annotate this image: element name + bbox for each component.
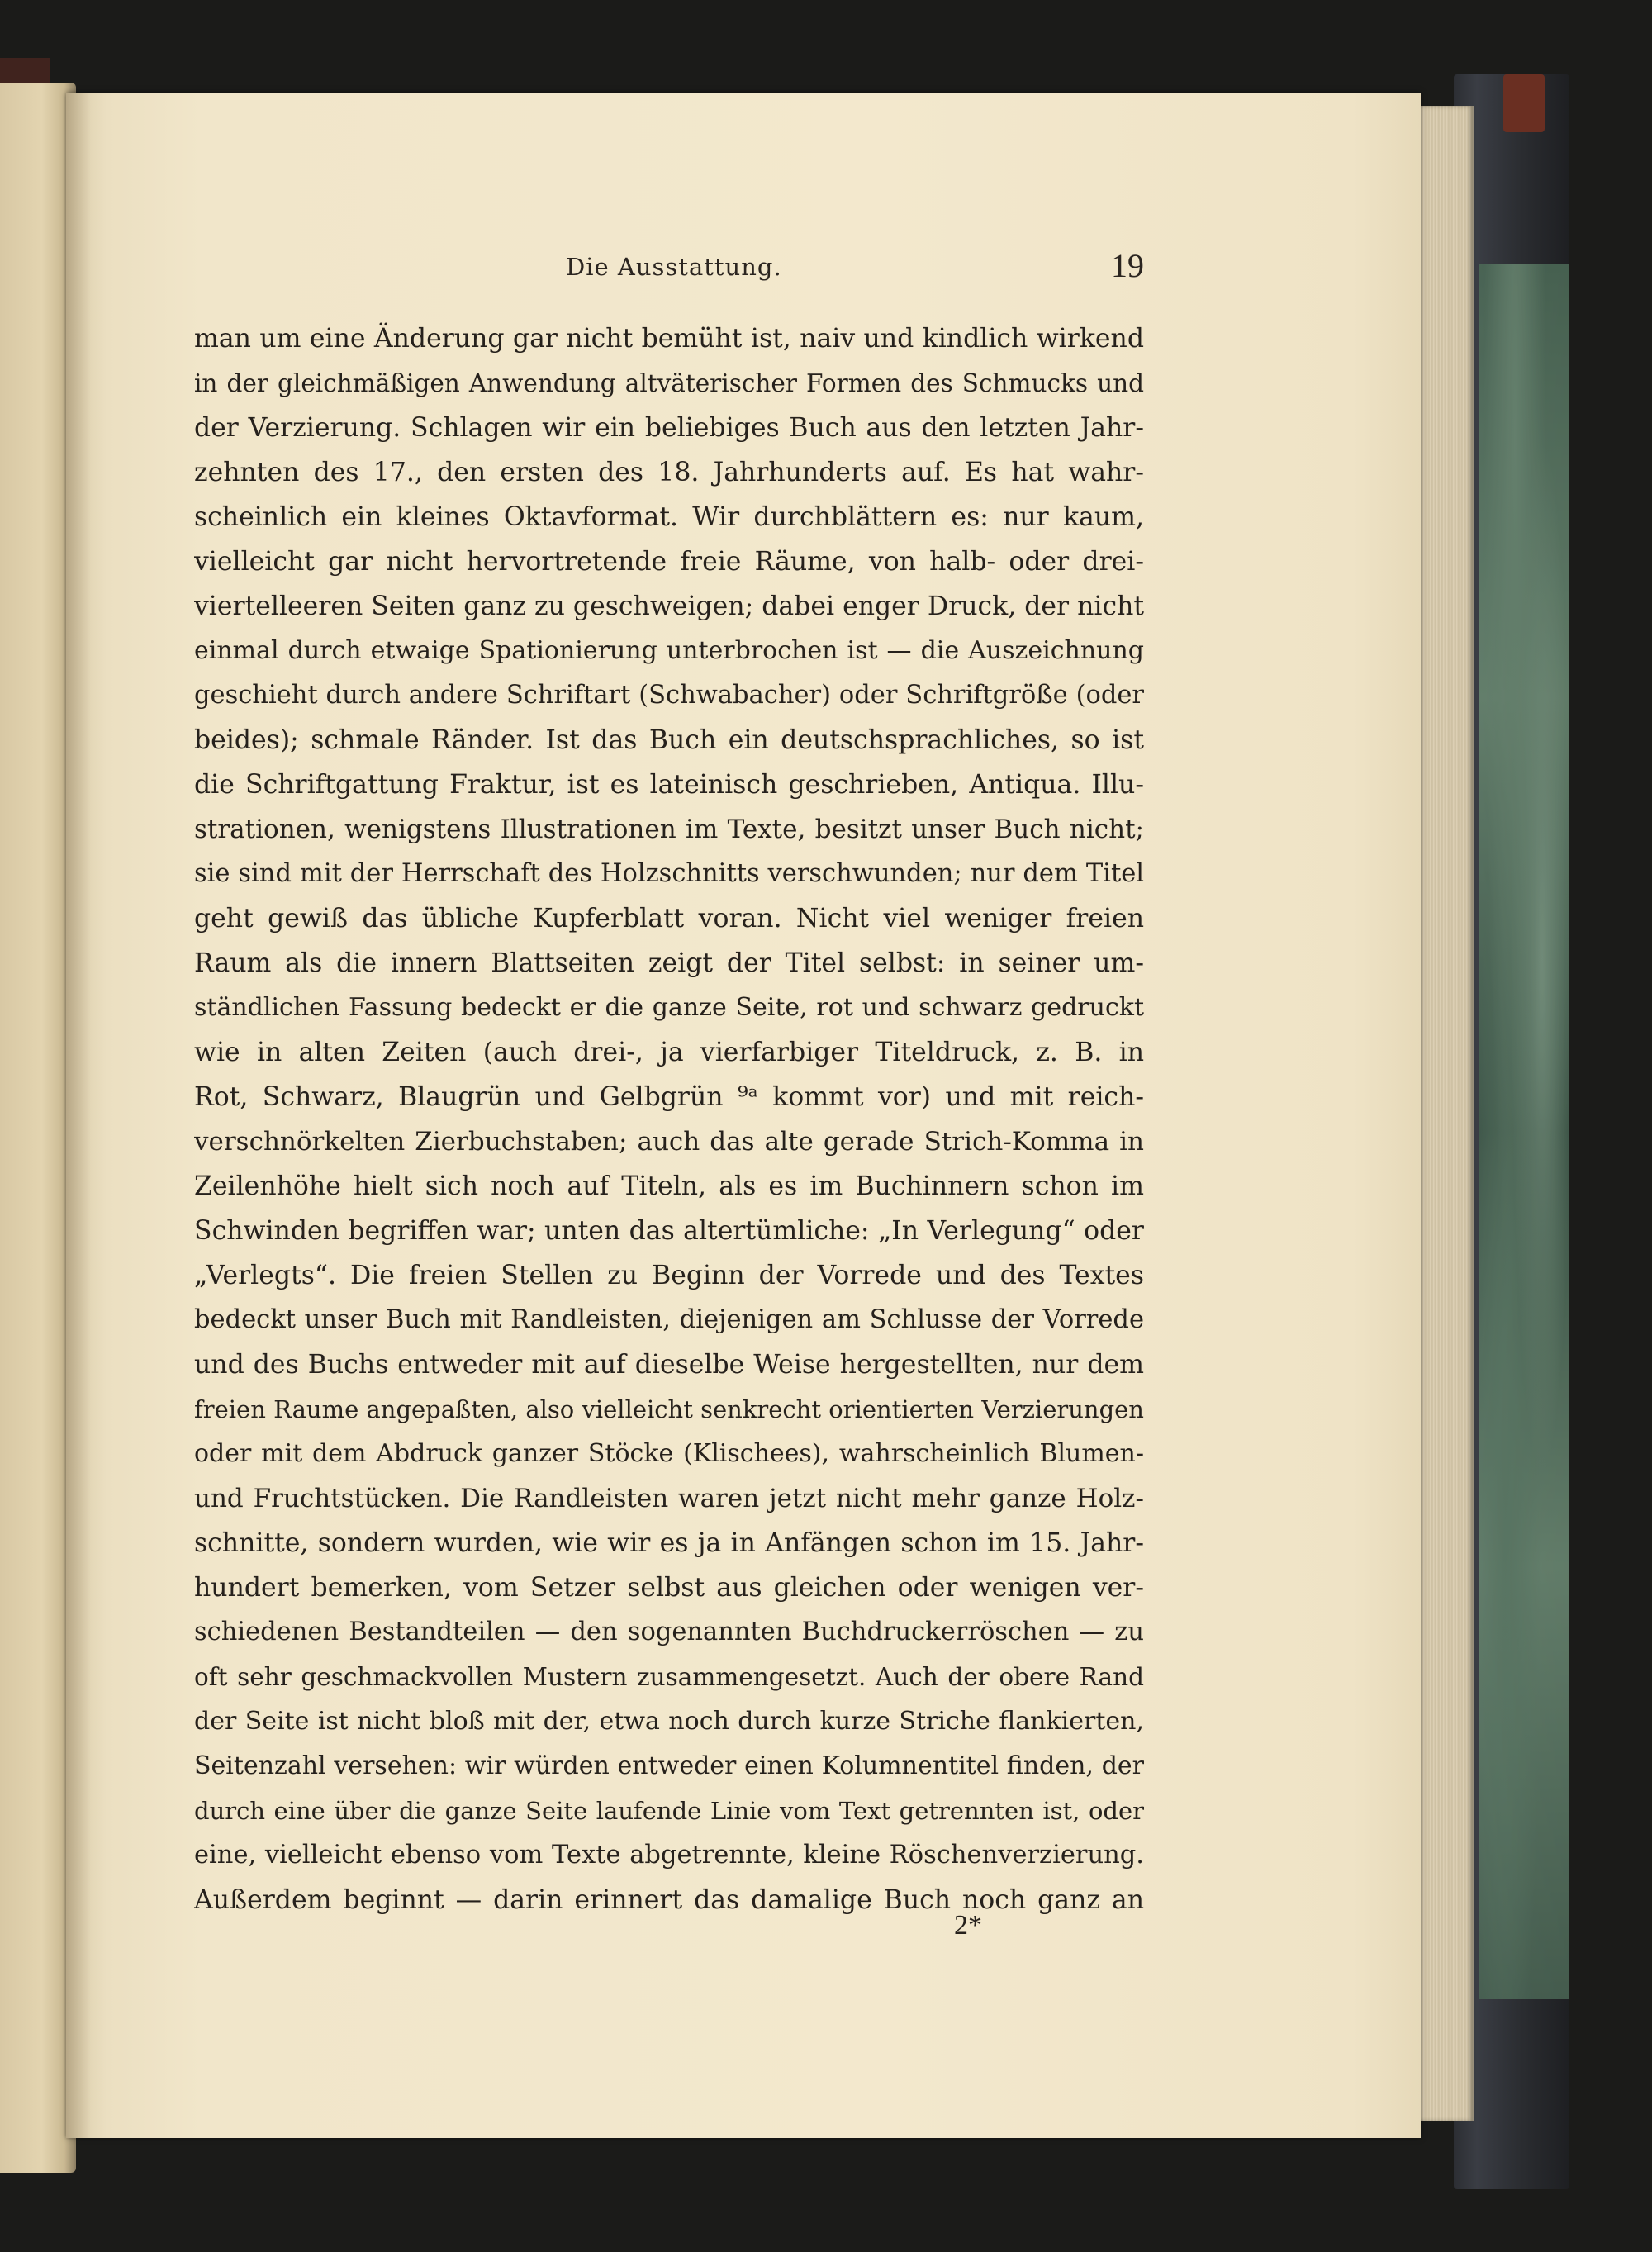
page-header <box>194 246 1144 287</box>
text-line: geht gewiß das übliche Kupferblatt voran. Nicht viel weniger freien <box>194 904 1144 934</box>
previous-page-edge <box>0 83 76 2173</box>
text-line: und des Buchs entweder mit auf dieselbe Weise hergestellten, nur dem <box>194 1350 1144 1380</box>
text-line: eine, vielleicht ebenso vom Texte abgetrennte, kleine Röschenverzierung. <box>194 1841 1144 1870</box>
text-line: durch eine über die ganze Seite laufende Linie vom Text getrennten ist, oder <box>194 1797 1144 1825</box>
text-line: Zeilenhöhe hielt sich noch auf Titeln, als es im Buchinnern schon im <box>194 1171 1144 1201</box>
gutter-shadow <box>66 93 91 2138</box>
text-line: der Seite ist nicht bloß mit der, etwa noch durch kurze Striche flankierten, <box>194 1707 1144 1736</box>
text-line: schiedenen Bestandteilen — den sogenannten Buchdruckerröschen — zu <box>194 1618 1144 1646</box>
text-line: „Verlegts“. Die freien Stellen zu Beginn der Vorrede und des Textes <box>194 1261 1144 1290</box>
text-line: wie in alten Zeiten (auch drei-, ja vierfarbiger Titeldruck, z. B. in <box>194 1038 1144 1067</box>
text-line: Rot, Schwarz, Blaugrün und Gelbgrün ⁹ᵃ kommt vor) und mit reich- <box>194 1082 1144 1112</box>
text-line: bedeckt unser Buch mit Randleisten, diejenigen am Schlusse der Vorrede <box>194 1305 1144 1334</box>
running-title: Die Ausstattung. <box>566 253 782 281</box>
text-line: strationen, wenigstens Illustrationen im Texte, besitzt unser Buch nicht; <box>194 815 1144 844</box>
marbled-endpaper <box>1479 264 1569 1999</box>
text-line: schnitte, sondern wurden, wie wir es ja in Anfängen schon im 15. Jahr- <box>194 1528 1144 1558</box>
text-line: scheinlich ein kleines Oktavformat. Wir durchblättern es: nur kaum, <box>194 502 1144 532</box>
text-line: geschieht durch andere Schriftart (Schwabacher) oder Schriftgröße (oder <box>194 681 1144 710</box>
text-line: oder mit dem Abdruck ganzer Stöcke (Klischees), wahrscheinlich Blumen- <box>194 1439 1144 1468</box>
text-line: zehnten des 17., den ersten des 18. Jahrhunderts auf. Es hat wahr- <box>194 458 1144 487</box>
signature-mark: 2* <box>954 1910 982 1941</box>
page-block-edges <box>1421 106 1474 2121</box>
text-line: hundert bemerken, vom Setzer selbst aus gleichen oder wenigen ver- <box>194 1573 1144 1603</box>
text-line: Seitenzahl versehen: wir würden entweder einen Kolumnentitel finden, der <box>194 1751 1144 1780</box>
text-line: sie sind mit der Herrschaft des Holzschnitts verschwunden; nur dem Titel <box>194 859 1144 888</box>
cover-corner <box>1503 74 1545 132</box>
text-line: Schwinden begriffen war; unten das altertümliche: „In Verlegung“ oder <box>194 1216 1144 1246</box>
text-line: Außerdem beginnt — darin erinnert das damalige Buch noch ganz an <box>194 1885 1144 1915</box>
text-line: beides); schmale Ränder. Ist das Buch ein deutschsprachliches, so ist <box>194 725 1144 755</box>
text-line: die Schriftgattung Fraktur, ist es lateinisch geschrieben, Antiqua. Illu- <box>194 770 1144 800</box>
text-line: ständlichen Fassung bedeckt er die ganze Seite, rot und schwarz gedruckt <box>194 993 1144 1022</box>
text-line: und Fruchtstücken. Die Randleisten waren jetzt nicht mehr ganze Holz- <box>194 1484 1144 1513</box>
text-line: viertelleeren Seiten ganz zu geschweigen; dabei enger Druck, der nicht <box>194 592 1144 621</box>
text-line: freien Raume angepaßten, also vielleicht senkrecht orientierten Verzierungen <box>194 1395 1144 1423</box>
text-line: man um eine Änderung gar nicht bemüht ist, naiv und kindlich wirkend <box>194 324 1144 354</box>
text-line: vielleicht gar nicht hervortretende freie Räume, von halb- oder drei- <box>194 547 1144 577</box>
text-line: Raum als die innern Blattseiten zeigt der Titel selbst: in seiner um- <box>194 948 1144 978</box>
text-line: verschnörkelten Zierbuchstaben; auch das alte gerade Strich-Komma in <box>194 1127 1144 1157</box>
body-text <box>194 316 1144 1922</box>
text-line: oft sehr geschmackvollen Mustern zusammengesetzt. Auch der obere Rand <box>194 1663 1144 1691</box>
page-number: 19 <box>1111 247 1144 284</box>
text-line: in der gleichmäßigen Anwendung altväterischer Formen des Schmucks und <box>194 369 1144 397</box>
text-line: einmal durch etwaige Spationierung unterbrochen ist — die Auszeichnung <box>194 636 1144 665</box>
text-line: der Verzierung. Schlagen wir ein beliebiges Buch aus den letzten Jahr- <box>194 413 1144 443</box>
